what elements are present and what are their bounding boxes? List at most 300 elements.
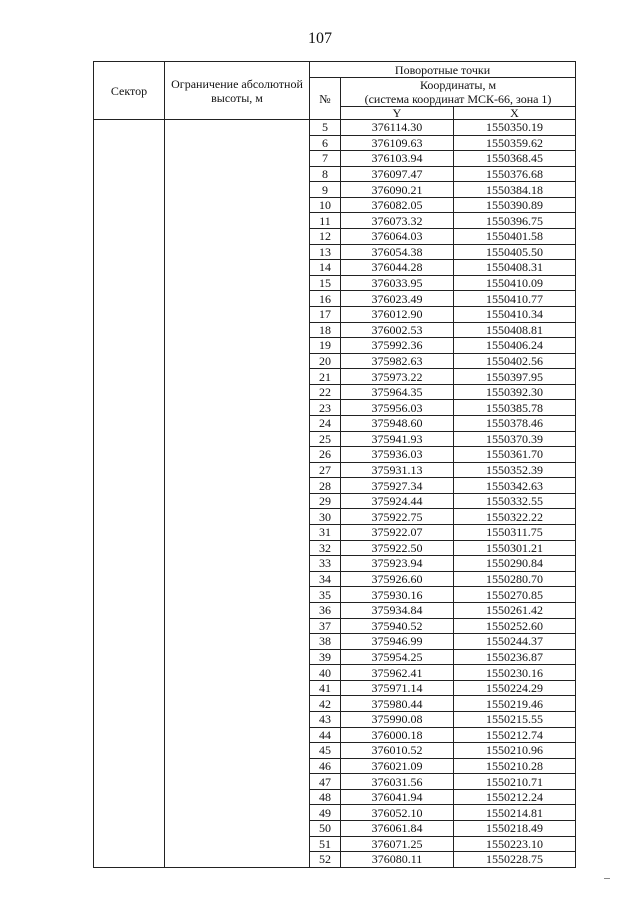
table-row [94, 711, 576, 727]
table-row [94, 680, 576, 696]
coord-x-cell: 1550378.46 [454, 415, 576, 431]
height-limit-cell [165, 821, 310, 837]
height-limit-cell [165, 291, 310, 307]
coord-x-cell: 1550322.22 [454, 509, 576, 525]
sector-cell [94, 525, 165, 541]
height-limit-cell [165, 244, 310, 260]
page-number: 107 [308, 30, 332, 47]
sector-cell [94, 384, 165, 400]
coord-y-cell: 376021.09 [341, 758, 454, 774]
coord-x-cell: 1550219.46 [454, 696, 576, 712]
coord-y-cell: 376073.32 [341, 213, 454, 229]
coord-x-cell: 1550410.09 [454, 275, 576, 291]
table-row [94, 244, 576, 260]
sector-cell [94, 338, 165, 354]
table-row [94, 229, 576, 245]
coord-y-cell: 375934.84 [341, 602, 454, 618]
sector-cell [94, 602, 165, 618]
height-limit-cell [165, 727, 310, 743]
coord-y-cell: 376080.11 [341, 852, 454, 868]
point-number-cell: 47 [310, 774, 341, 790]
sector-cell [94, 758, 165, 774]
height-limit-cell [165, 602, 310, 618]
coord-x-cell: 1550301.21 [454, 540, 576, 556]
coord-y-cell: 376002.53 [341, 322, 454, 338]
coord-y-cell: 376033.95 [341, 275, 454, 291]
table-row [94, 197, 576, 213]
table-row [94, 166, 576, 182]
coord-x-cell: 1550218.49 [454, 821, 576, 837]
coord-x-cell: 1550214.81 [454, 805, 576, 821]
coord-x-cell: 1550223.10 [454, 836, 576, 852]
coord-x-cell: 1550361.70 [454, 447, 576, 463]
height-limit-cell [165, 415, 310, 431]
table-row [94, 540, 576, 556]
point-number-cell: 6 [310, 135, 341, 151]
coord-x-cell: 1550342.63 [454, 478, 576, 494]
coord-y-cell: 376023.49 [341, 291, 454, 307]
coord-x-cell: 1550311.75 [454, 525, 576, 541]
table-row [94, 384, 576, 400]
point-number-cell: 21 [310, 369, 341, 385]
coord-x-cell: 1550332.55 [454, 493, 576, 509]
table-row [94, 478, 576, 494]
point-number-cell: 46 [310, 758, 341, 774]
point-number-cell: 34 [310, 571, 341, 587]
height-limit-cell [165, 571, 310, 587]
table-row [94, 135, 576, 151]
height-limit-cell [165, 509, 310, 525]
sector-cell [94, 478, 165, 494]
table-row [94, 789, 576, 805]
sector-cell [94, 587, 165, 603]
point-number-cell: 31 [310, 525, 341, 541]
height-limit-cell [165, 353, 310, 369]
coord-y-cell: 375924.44 [341, 493, 454, 509]
coord-x-cell: 1550396.75 [454, 213, 576, 229]
height-limit-cell [165, 711, 310, 727]
coord-x-cell: 1550228.75 [454, 852, 576, 868]
height-limit-cell [165, 525, 310, 541]
table-row [94, 805, 576, 821]
coord-x-cell: 1550392.30 [454, 384, 576, 400]
coord-y-cell: 376054.38 [341, 244, 454, 260]
point-number-cell: 45 [310, 743, 341, 759]
sector-cell [94, 447, 165, 463]
table-row [94, 852, 576, 868]
table-row [94, 571, 576, 587]
table-row [94, 587, 576, 603]
coord-x-cell: 1550280.70 [454, 571, 576, 587]
point-number-cell: 28 [310, 478, 341, 494]
coord-y-cell: 375940.52 [341, 618, 454, 634]
point-number-cell: 12 [310, 229, 341, 245]
height-limit-cell [165, 462, 310, 478]
point-number-cell: 32 [310, 540, 341, 556]
height-limit-cell [165, 634, 310, 650]
sector-cell [94, 743, 165, 759]
sector-cell [94, 306, 165, 322]
table-row [94, 338, 576, 354]
coord-y-cell: 376031.56 [341, 774, 454, 790]
point-number-cell: 51 [310, 836, 341, 852]
height-limit-cell [165, 540, 310, 556]
height-limit-cell [165, 275, 310, 291]
coord-y-cell: 376109.63 [341, 135, 454, 151]
height-limit-cell [165, 260, 310, 276]
height-limit-cell [165, 587, 310, 603]
coord-x-cell: 1550390.89 [454, 197, 576, 213]
coord-y-cell: 375980.44 [341, 696, 454, 712]
height-limit-cell [165, 400, 310, 416]
table-row [94, 509, 576, 525]
height-limit-cell [165, 322, 310, 338]
coord-x-cell: 1550350.19 [454, 120, 576, 136]
height-limit-cell [165, 649, 310, 665]
table-row [94, 649, 576, 665]
coord-y-cell: 375926.60 [341, 571, 454, 587]
point-number-cell: 22 [310, 384, 341, 400]
coord-y-cell: 376000.18 [341, 727, 454, 743]
point-number-cell: 48 [310, 789, 341, 805]
sector-cell [94, 618, 165, 634]
height-limit-cell [165, 229, 310, 245]
sector-cell [94, 696, 165, 712]
coord-x-cell: 1550210.96 [454, 743, 576, 759]
coord-x-cell: 1550410.34 [454, 306, 576, 322]
table-row [94, 493, 576, 509]
point-number-cell: 38 [310, 634, 341, 650]
coord-x-cell: 1550230.16 [454, 665, 576, 681]
table-row [94, 306, 576, 322]
coord-y-cell: 375922.50 [341, 540, 454, 556]
table-row [94, 743, 576, 759]
point-number-cell: 15 [310, 275, 341, 291]
height-limit-cell [165, 197, 310, 213]
sector-cell [94, 275, 165, 291]
point-number-cell: 52 [310, 852, 341, 868]
coord-y-cell: 375982.63 [341, 353, 454, 369]
coord-x-cell: 1550224.29 [454, 680, 576, 696]
coord-y-cell: 375922.07 [341, 525, 454, 541]
coord-x-cell: 1550376.68 [454, 166, 576, 182]
height-limit-cell [165, 151, 310, 167]
coord-x-cell: 1550401.58 [454, 229, 576, 245]
point-number-cell: 5 [310, 120, 341, 136]
height-limit-cell [165, 556, 310, 572]
sector-cell [94, 774, 165, 790]
height-limit-cell [165, 369, 310, 385]
sector-cell [94, 805, 165, 821]
point-number-cell: 27 [310, 462, 341, 478]
height-limit-cell [165, 836, 310, 852]
table-row [94, 415, 576, 431]
table-row [94, 400, 576, 416]
point-number-cell: 7 [310, 151, 341, 167]
coord-y-cell: 376082.05 [341, 197, 454, 213]
height-limit-cell [165, 618, 310, 634]
table-row [94, 353, 576, 369]
point-number-cell: 33 [310, 556, 341, 572]
coord-x-cell: 1550410.77 [454, 291, 576, 307]
coord-y-cell: 376097.47 [341, 166, 454, 182]
height-limit-cell [165, 680, 310, 696]
point-number-cell: 13 [310, 244, 341, 260]
coord-x-cell: 1550408.81 [454, 322, 576, 338]
coord-y-cell: 375923.94 [341, 556, 454, 572]
header-height-limit: Ограничение абсолютной высоты, м [165, 62, 310, 120]
sector-cell [94, 680, 165, 696]
point-number-cell: 42 [310, 696, 341, 712]
height-limit-cell [165, 135, 310, 151]
height-limit-cell [165, 696, 310, 712]
header-coordinates [341, 78, 576, 107]
point-number-cell: 8 [310, 166, 341, 182]
header-sector: Сектор [94, 62, 165, 120]
table-row [94, 275, 576, 291]
point-number-cell: 16 [310, 291, 341, 307]
sector-cell [94, 135, 165, 151]
point-number-cell: 23 [310, 400, 341, 416]
turning-points-table [93, 61, 576, 868]
sector-cell [94, 836, 165, 852]
header-number: № [310, 78, 341, 120]
coord-x-cell: 1550408.31 [454, 260, 576, 276]
point-number-cell: 50 [310, 821, 341, 837]
coord-x-cell: 1550252.60 [454, 618, 576, 634]
sector-cell [94, 665, 165, 681]
height-limit-cell [165, 384, 310, 400]
point-number-cell: 41 [310, 680, 341, 696]
table-row [94, 182, 576, 198]
header-coordinates-line1: Координаты, м [419, 78, 497, 92]
point-number-cell: 24 [310, 415, 341, 431]
coord-x-cell: 1550405.50 [454, 244, 576, 260]
height-limit-cell [165, 182, 310, 198]
coord-x-cell: 1550397.95 [454, 369, 576, 385]
sector-cell [94, 540, 165, 556]
coord-y-cell: 376061.84 [341, 821, 454, 837]
coord-x-cell: 1550210.71 [454, 774, 576, 790]
height-limit-cell [165, 447, 310, 463]
coord-x-cell: 1550261.42 [454, 602, 576, 618]
sector-cell [94, 789, 165, 805]
table-row [94, 836, 576, 852]
coord-y-cell: 376041.94 [341, 789, 454, 805]
height-limit-cell [165, 852, 310, 868]
point-number-cell: 18 [310, 322, 341, 338]
sector-cell [94, 151, 165, 167]
coord-y-cell: 376114.30 [341, 120, 454, 136]
coord-y-cell: 375992.36 [341, 338, 454, 354]
sector-cell [94, 571, 165, 587]
height-limit-cell [165, 166, 310, 182]
sector-cell [94, 852, 165, 868]
header-turning-points: Поворотные точки [310, 62, 576, 78]
header-x: X [454, 107, 576, 120]
table-row [94, 696, 576, 712]
coord-x-cell: 1550384.18 [454, 182, 576, 198]
point-number-cell: 25 [310, 431, 341, 447]
sector-cell [94, 462, 165, 478]
table-row [94, 556, 576, 572]
sector-cell [94, 120, 165, 136]
table-row [94, 151, 576, 167]
coord-y-cell: 376103.94 [341, 151, 454, 167]
table-row [94, 525, 576, 541]
height-limit-cell [165, 805, 310, 821]
coord-y-cell: 376052.10 [341, 805, 454, 821]
point-number-cell: 17 [310, 306, 341, 322]
point-number-cell: 37 [310, 618, 341, 634]
coord-y-cell: 375936.03 [341, 447, 454, 463]
point-number-cell: 9 [310, 182, 341, 198]
coord-x-cell: 1550210.28 [454, 758, 576, 774]
table-row [94, 727, 576, 743]
coord-y-cell: 375922.75 [341, 509, 454, 525]
table-row [94, 120, 576, 136]
point-number-cell: 40 [310, 665, 341, 681]
point-number-cell: 43 [310, 711, 341, 727]
sector-cell [94, 400, 165, 416]
coord-y-cell: 375941.93 [341, 431, 454, 447]
table-row [94, 665, 576, 681]
point-number-cell: 39 [310, 649, 341, 665]
table-row [94, 634, 576, 650]
sector-cell [94, 711, 165, 727]
coord-x-cell: 1550236.87 [454, 649, 576, 665]
table-row [94, 758, 576, 774]
point-number-cell: 30 [310, 509, 341, 525]
sector-cell [94, 634, 165, 650]
coord-y-cell: 375954.25 [341, 649, 454, 665]
sector-cell [94, 182, 165, 198]
point-number-cell: 19 [310, 338, 341, 354]
coord-y-cell: 375927.34 [341, 478, 454, 494]
table-row [94, 821, 576, 837]
table-row [94, 213, 576, 229]
point-number-cell: 20 [310, 353, 341, 369]
table-body [94, 120, 576, 868]
sector-cell [94, 197, 165, 213]
height-limit-cell [165, 774, 310, 790]
coord-y-cell: 375946.99 [341, 634, 454, 650]
coord-y-cell: 375931.13 [341, 462, 454, 478]
height-limit-cell [165, 665, 310, 681]
sector-cell [94, 369, 165, 385]
scan-mark [604, 878, 610, 879]
point-number-cell: 26 [310, 447, 341, 463]
coord-x-cell: 1550212.74 [454, 727, 576, 743]
height-limit-cell [165, 789, 310, 805]
coord-y-cell: 376071.25 [341, 836, 454, 852]
point-number-cell: 36 [310, 602, 341, 618]
coord-x-cell: 1550215.55 [454, 711, 576, 727]
sector-cell [94, 291, 165, 307]
sector-cell [94, 509, 165, 525]
point-number-cell: 10 [310, 197, 341, 213]
sector-cell [94, 556, 165, 572]
coord-y-cell: 376090.21 [341, 182, 454, 198]
coord-y-cell: 375962.41 [341, 665, 454, 681]
coord-x-cell: 1550406.24 [454, 338, 576, 354]
point-number-cell: 44 [310, 727, 341, 743]
table-row [94, 618, 576, 634]
sector-cell [94, 166, 165, 182]
coord-x-cell: 1550370.39 [454, 431, 576, 447]
table-row [94, 602, 576, 618]
sector-cell [94, 431, 165, 447]
coord-y-cell: 375971.14 [341, 680, 454, 696]
height-limit-cell [165, 306, 310, 322]
coord-y-cell: 376010.52 [341, 743, 454, 759]
coord-y-cell: 375956.03 [341, 400, 454, 416]
sector-cell [94, 244, 165, 260]
coord-y-cell: 376012.90 [341, 306, 454, 322]
sector-cell [94, 821, 165, 837]
height-limit-cell [165, 493, 310, 509]
sector-cell [94, 213, 165, 229]
table-row [94, 774, 576, 790]
sector-cell [94, 649, 165, 665]
coord-x-cell: 1550270.85 [454, 587, 576, 603]
height-limit-cell [165, 758, 310, 774]
sector-cell [94, 415, 165, 431]
point-number-cell: 11 [310, 213, 341, 229]
coord-y-cell: 375948.60 [341, 415, 454, 431]
point-number-cell: 35 [310, 587, 341, 603]
coord-x-cell: 1550244.37 [454, 634, 576, 650]
coord-y-cell: 375964.35 [341, 384, 454, 400]
height-limit-cell [165, 120, 310, 136]
sector-cell [94, 260, 165, 276]
height-limit-cell [165, 338, 310, 354]
table-row [94, 431, 576, 447]
coord-x-cell: 1550368.45 [454, 151, 576, 167]
sector-cell [94, 727, 165, 743]
coord-y-cell: 375990.08 [341, 711, 454, 727]
table-row [94, 322, 576, 338]
point-number-cell: 29 [310, 493, 341, 509]
sector-cell [94, 229, 165, 245]
coord-y-cell: 376064.03 [341, 229, 454, 245]
coord-x-cell: 1550290.84 [454, 556, 576, 572]
coord-x-cell: 1550359.62 [454, 135, 576, 151]
table-row [94, 369, 576, 385]
sector-cell [94, 322, 165, 338]
point-number-cell: 14 [310, 260, 341, 276]
point-number-cell: 49 [310, 805, 341, 821]
table-row [94, 291, 576, 307]
table-row [94, 260, 576, 276]
coord-x-cell: 1550402.56 [454, 353, 576, 369]
table-row [94, 447, 576, 463]
coord-x-cell: 1550385.78 [454, 400, 576, 416]
header-coordinates-line2: (система координат МСК-66, зона 1) [364, 92, 552, 106]
coord-y-cell: 375973.22 [341, 369, 454, 385]
height-limit-cell [165, 431, 310, 447]
table-row [94, 462, 576, 478]
height-limit-cell [165, 743, 310, 759]
coord-x-cell: 1550212.24 [454, 789, 576, 805]
coord-y-cell: 376044.28 [341, 260, 454, 276]
sector-cell [94, 353, 165, 369]
sector-cell [94, 493, 165, 509]
header-y: Y [341, 107, 454, 120]
height-limit-cell [165, 478, 310, 494]
coord-x-cell: 1550352.39 [454, 462, 576, 478]
height-limit-cell [165, 213, 310, 229]
